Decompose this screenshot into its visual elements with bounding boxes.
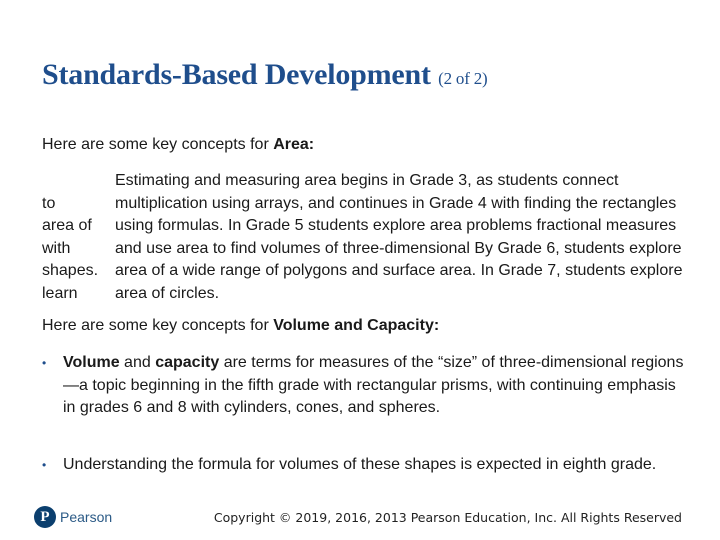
area-intro (42, 134, 314, 156)
area-body-text: Estimating and measuring area begins in Grade 3, as students connect multiplication using arrays, and continues in Grade 4 with finding the rectangles using formulas. In Grade 5 students explore area problems fractional measures and use area to find volumes of three-dimensional By Grade 6, students explore area of a wide range of polygons and surface area. In Grade 7, students explore area of circles. (115, 172, 683, 302)
slide-title-suffix: (2 of 2) (438, 69, 488, 88)
volume-intro (42, 315, 439, 337)
bullet-dot-icon: • (42, 356, 47, 370)
area-left-word: with (42, 239, 71, 257)
bullet-dot-icon: • (42, 458, 47, 472)
slide-title-main: Standards-Based Development (42, 58, 431, 91)
area-intro-prefix: Here are some key concepts for (42, 136, 274, 153)
area-left-word: learn (42, 284, 78, 302)
bullet-text: Understanding the formula for volumes of these shapes is expected in eighth grade. (63, 456, 657, 473)
area-left-column (42, 170, 116, 305)
volume-intro-prefix: Here are some key concepts for (42, 317, 274, 334)
bullet-text-rest: are terms for measures of the “size” of three-dimensional regions—a topic beginning in the fifth grade with rectangular prisms, with continuing emphasis in grades 6 and 8 with cylinders, cones, and spheres. (63, 354, 684, 416)
area-left-word: to (42, 194, 56, 212)
bullet-item (42, 454, 687, 477)
area-left-word: shapes. (42, 262, 99, 279)
bullet-text (63, 352, 687, 420)
pearson-logo-text: Pearson (60, 509, 113, 525)
copyright-text: Copyright © 2019, 2016, 2013 Pearson Education, Inc. All Rights Reserved (213, 510, 682, 525)
area-intro-bold: Area: (273, 136, 315, 153)
bullet-bold-capacity: capacity (155, 354, 220, 371)
area-left-word: area of (42, 217, 92, 234)
bullet-bold-volume: Volume (63, 354, 120, 371)
volume-intro-bold: Volume and Capacity: (273, 317, 440, 334)
slide-title (42, 58, 488, 92)
pearson-logo-icon: P (34, 506, 56, 528)
bullet-text-connector: and (119, 354, 156, 371)
area-left-spacer (42, 170, 116, 193)
bullet-item (42, 352, 687, 420)
pearson-logo (34, 506, 112, 528)
